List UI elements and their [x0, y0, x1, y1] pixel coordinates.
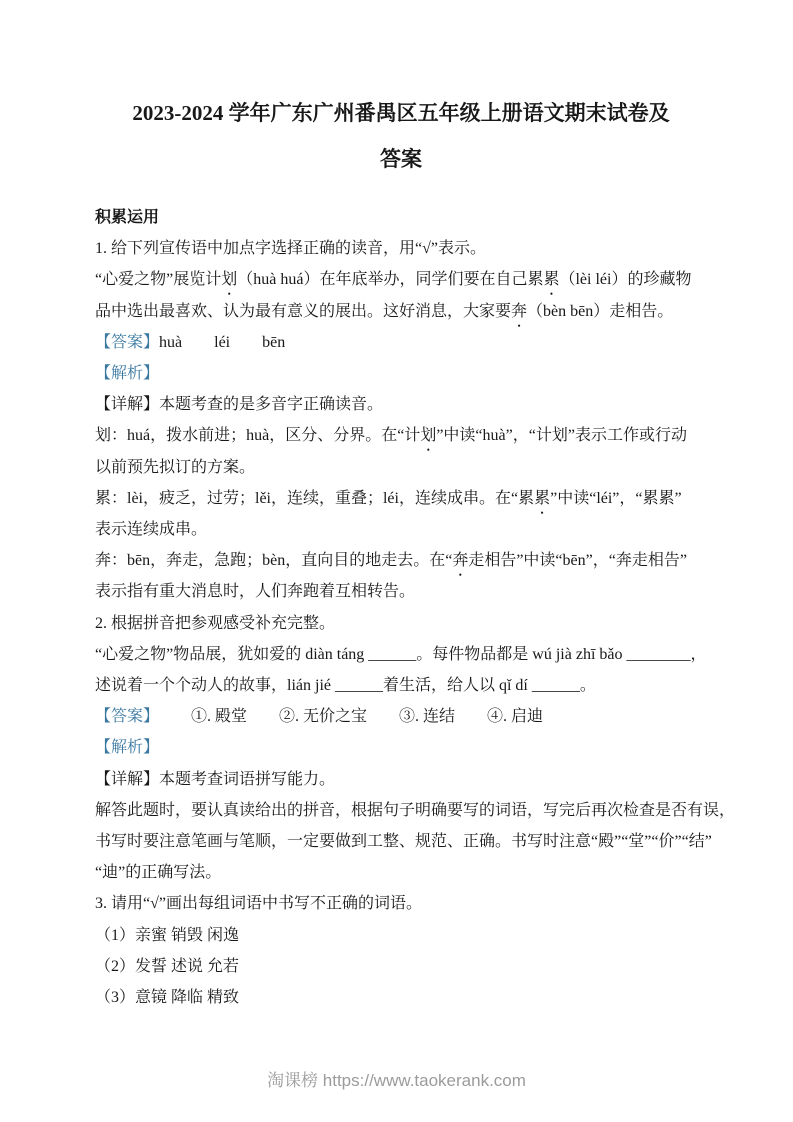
title-line-2: 答案	[380, 147, 422, 171]
q2-passage-line-1: “心爱之物”物品展，犹如爱的 diàn táng ______。每件物品都是 wú jià zhī bǎo ________，	[95, 645, 707, 663]
q1-detail-line-4: 表示连续成串。	[95, 521, 208, 539]
q2-answer-text: ①. 殿堂 ②. 无价之宝 ③. 连结 ④. 启迪	[191, 708, 544, 726]
q1-detail-row	[95, 389, 707, 420]
emphasis-dot-char: 奔	[511, 302, 528, 320]
emphasis-dot-char: 累	[534, 489, 551, 507]
q3-item-2: （2）发誓 述说 允若	[95, 957, 240, 975]
emphasis-dot-char: 累	[543, 271, 560, 289]
document-body	[95, 0, 736, 1013]
emphasis-dot-char: 划	[221, 271, 238, 289]
q2-answer-row	[95, 701, 707, 732]
q1-answer-row	[95, 327, 707, 358]
q1-detail-line-5: 奔：bēn，奔走，急跑；bèn，直向目的地走去。在“奔走相告”中读“bēn”，“奔走相告”	[95, 545, 707, 576]
q1-answer-label: 【答案】	[95, 333, 160, 351]
q1-detail-label: 【详解】	[95, 396, 160, 414]
emphasis-dot-char: 划	[420, 427, 437, 445]
q2-detail-line-3: “迪”的正确写法。	[95, 864, 222, 882]
q1-answer-text: huà léi bēn	[159, 333, 286, 351]
q1-detail-line-6: 表示指有重大消息时，人们奔跑着互相转告。	[95, 583, 416, 601]
q1-analysis-row	[95, 358, 707, 389]
q2-passage-line-2: 述说着一个个动人的故事，lián jié ______着生活，给人以 qǐ dí ______。	[95, 677, 596, 695]
q2-detail-label: 【详解】	[95, 770, 160, 788]
document-content	[95, 202, 736, 1013]
q1-detail-line-1: 划：huá，拨水前进；huà，区分、分界。在“计划”中读“huà”，“计划”表示工作或行动	[95, 420, 707, 451]
q1-detail-intro: 本题考查的是多音字正确读音。	[159, 396, 384, 414]
emphasis-dot-char: 奔	[452, 552, 469, 570]
q2-detail-intro: 本题考查词语拼写能力。	[159, 770, 336, 788]
q1-detail-line-2: 以前预先拟订的方案。	[95, 458, 256, 476]
q2-detail-line-2: 书写时要注意笔画与笔顺，一定要做到工整、规范、正确。书写时注意“殿”“堂”“价”“结”	[95, 833, 712, 851]
q1-passage-line-2: 品中选出最喜欢、认为最有意义的展出。这好消息，大家要奔（bèn bēn）走相告。	[95, 296, 707, 327]
site-footer	[0, 1066, 793, 1091]
q3-item-3: （3）意镜 降临 精致	[95, 989, 240, 1007]
q2-answer-label: 【答案】	[95, 708, 160, 726]
section-heading: 积累运用	[95, 209, 160, 226]
q2-detail-row	[95, 764, 707, 795]
q1-passage-line-1: “心爱之物”展览计划（huà huá）在年底举办，同学们要在自己累累（lèi léi）的珍藏物	[95, 264, 707, 295]
q2-detail-line-1: 解答此题时，要认真读给出的拼音，根据句子明确要写的词语，写完后再次检查是否有误，	[95, 801, 736, 819]
q2-analysis-label: 【解析】	[95, 739, 160, 757]
footer-link-text: 淘课榜 https://www.taokerank.com	[267, 1071, 526, 1090]
q1-detail-line-3: 累：lèi，疲乏，过劳；lěi，连续，重叠；léi，连续成串。在“累累”中读“léi”，“累累”	[95, 483, 707, 514]
q1-analysis-label: 【解析】	[95, 365, 160, 383]
q1-stem: 1. 给下列宣传语中加点字选择正确的读音，用“√”表示。	[95, 240, 486, 258]
q3-item-1: （1）亲蜜 销毁 闲逸	[95, 926, 240, 944]
q2-analysis-row	[95, 732, 707, 763]
title-line-1: 2023-2024 学年广东广州番禺区五年级上册语文期末试卷及	[132, 101, 670, 125]
page-title	[95, 0, 707, 182]
q3-stem: 3. 请用“√”画出每组词语中书写不正确的词语。	[95, 895, 422, 913]
q2-stem: 2. 根据拼音把参观感受补充完整。	[95, 614, 336, 632]
